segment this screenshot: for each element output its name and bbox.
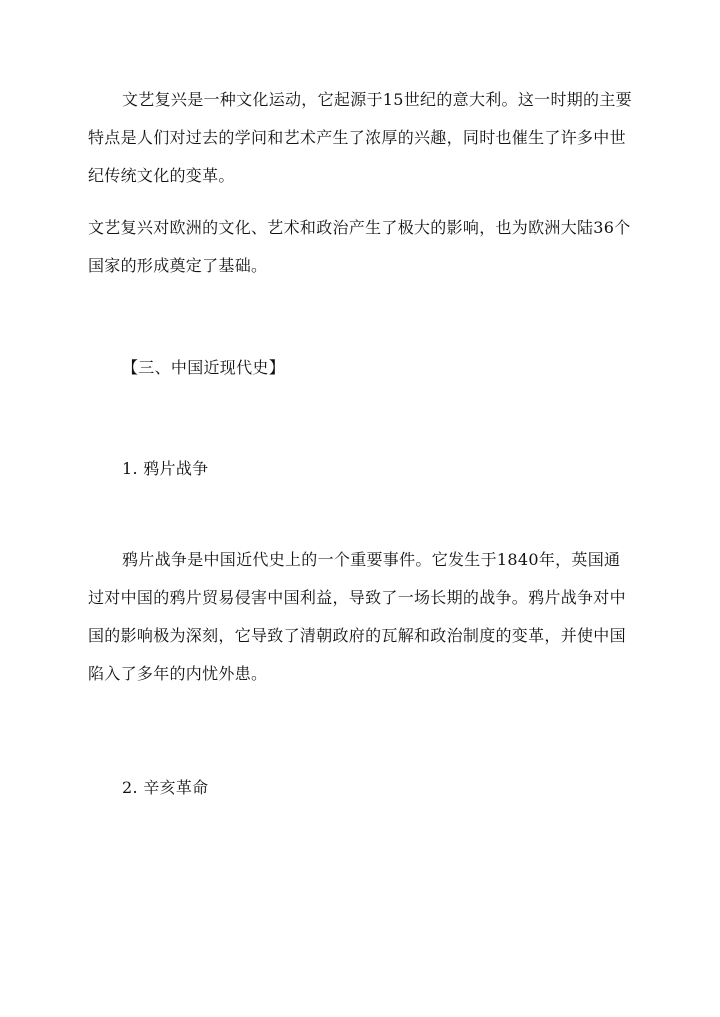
section-title: 【三、中国近现代史】 <box>122 358 286 377</box>
paragraph-opium-war: 鸦片战争是中国近代史上的一个重要事件。它发生于1840年，英国通过对中国的鸦片贸易侵害中国利益，导致了一场长期的战争。鸦片战争对中国的影响极为深刻，它导致了清朝政府的瓦解和政治制度的变革，并使中国陷入了多年的内忧外患。 <box>88 550 626 683</box>
paragraph-renaissance: 文艺复兴是一种文化运动，它起源于15世纪的意大利。这一时期的主要特点是人们对过去的学问和艺术产生了浓厚的兴趣，同时也催生了许多中世纪传统文化的变革。 <box>88 90 632 185</box>
subsection-title-xinhai-revolution: 2. 辛亥革命 <box>122 778 209 797</box>
subsection-title-opium-war: 1. 鸦片战争 <box>122 459 209 478</box>
paragraph-renaissance-impact: 文艺复兴对欧洲的文化、艺术和政治产生了极大的影响，也为欧洲大陆36个国家的形成奠定了基础。 <box>88 218 631 275</box>
